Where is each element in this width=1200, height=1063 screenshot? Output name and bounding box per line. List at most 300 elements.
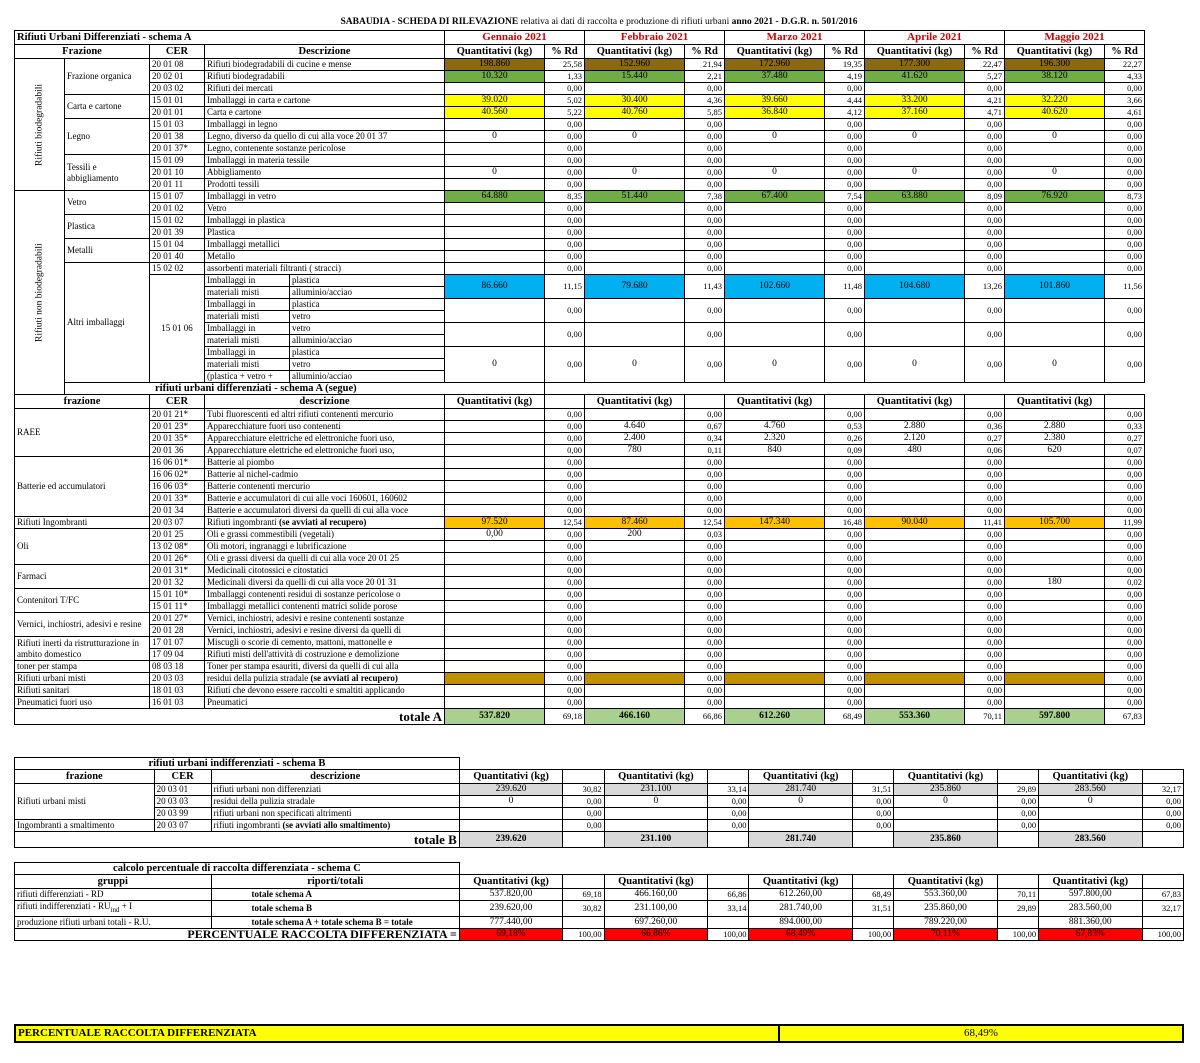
quantity-cell: 101.860 [1005,275,1105,299]
total-row [15,709,1184,725]
quantity-cell: 283.560 [1039,784,1142,796]
quantity-cell [585,601,685,613]
rd-percent-cell: 0,00 [545,299,585,323]
quantity-cell [585,119,685,131]
descrizione: Vetro [205,203,445,215]
quantity-cell [445,649,545,661]
quantity-cell [725,589,825,601]
quantity-cell [865,203,965,215]
header-row [15,383,1184,395]
rd-percent-cell: 0,00 [825,215,865,227]
rd-percent-cell: 0,00 [685,469,725,481]
rd-percent-cell: 0,00 [1105,131,1145,143]
quantity-cell [445,565,545,577]
rd-percent-cell: 0,03 [685,529,725,541]
rd-percent-cell: 0,00 [825,457,865,469]
rd-percent-cell: 0,00 [1105,83,1145,95]
quantity-cell [585,637,685,649]
frazione-label: Rifiuti inerti da ristrutturazione in ambito domestico [15,637,150,661]
rd-percent-cell: 0,00 [1105,227,1145,239]
rd-percent-cell: 67,83 [1142,889,1183,901]
quantity-cell: 0 [725,347,825,383]
rd-percent-cell: 0,00 [965,119,1005,131]
quantity-cell: 105.700 [1005,517,1105,529]
table-row [15,901,1184,917]
quantity-cell [725,119,825,131]
schema-b-title: rifiuti urbani indifferenziati - schema B [15,758,460,770]
empty-cell [708,875,749,889]
quantity-cell: 789.220,00 [894,916,997,928]
quantity-cell [1005,589,1105,601]
quantity-cell: 2.380 [1005,433,1105,445]
rd-percent-cell: 0,00 [1105,299,1145,323]
cer-code: 20 01 08 [150,59,205,71]
rd-percent-cell: 31,51 [852,901,893,917]
cer-code: 20 01 38 [150,131,205,143]
rd-percent-cell: 0,00 [545,215,585,227]
quantity-cell [1005,553,1105,565]
misti-label [205,323,445,347]
rd-percent-cell: 0,00 [1105,215,1145,227]
quantity-cell [865,505,965,517]
quantity-cell [1005,239,1105,251]
rd-percent-cell: 0,00 [965,215,1005,227]
quantity-cell: 87.460 [585,517,685,529]
rd-percent-cell: 0,27 [965,433,1005,445]
empty-cell [563,863,604,875]
rd-percent-cell: 4,33 [1105,71,1145,83]
quantity-cell [725,661,825,673]
quantity-cell [865,469,965,481]
rd-percent-cell: 0,00 [965,613,1005,625]
quantity-cell [1005,565,1105,577]
cer-code: 20 02 01 [150,71,205,83]
quantity-cell [585,263,685,275]
quantity-cell: 198.860 [445,59,545,71]
col-cer: CER [150,395,205,409]
quantity-cell: 281.740,00 [749,901,852,917]
quantity-cell: 40.560 [445,107,545,119]
rd-percent-cell: 0,00 [545,227,585,239]
rd-percent-cell: 0,00 [965,565,1005,577]
rd-percent-cell: 0,00 [545,613,585,625]
cer-code: 20 01 26* [150,553,205,565]
quantity-cell [585,299,685,323]
cer-code: 20 01 28 [150,625,205,637]
quantity-cell [725,179,825,191]
rd-percent-cell: 0,00 [965,649,1005,661]
quantity-cell [725,565,825,577]
frazione-label: Metalli [65,239,150,263]
total-quantity: 612.260 [725,709,825,725]
empty-cell [459,758,562,770]
quantity-cell: 231.100,00 [604,901,707,917]
quantity-cell: 235.860,00 [894,901,997,917]
quantity-cell: 777.440,00 [459,916,562,928]
quantity-cell [1005,661,1105,673]
rd-percent-cell: 0,00 [545,553,585,565]
empty-cell [563,758,604,770]
rd-percent-cell: 0,00 [545,505,585,517]
misti-inner-row [205,371,444,383]
quantity-cell [604,808,707,820]
quantity-cell [585,649,685,661]
rd-percent-cell: 0,00 [825,685,865,697]
table-row [15,505,1184,517]
quantity-cell [445,143,545,155]
table-row [15,59,1184,71]
quantity-cell: 0 [749,796,852,808]
rd-percent-cell: 0,00 [965,131,1005,143]
rd-percent-cell: 0,00 [685,215,725,227]
quantity-cell: 0 [445,167,545,179]
cer-code: 20 03 07 [154,820,211,832]
col-quantitativi: Quantitativi (kg) [894,875,997,889]
quantity-cell [725,239,825,251]
rd-percent-cell: 0,00 [825,131,865,143]
quantity-cell: 0 [865,131,965,143]
quantity-cell [725,323,825,347]
frazione-label: toner per stampa [15,661,150,673]
table-row [15,820,1184,832]
descrizione: rifiuti urbani non specificati altrimenti [211,808,459,820]
rd-percent-cell: 0,00 [1105,553,1145,565]
quantity-cell [865,155,965,167]
quantity-cell: 620 [1005,445,1105,457]
quantity-cell [725,553,825,565]
quantity-cell [725,601,825,613]
quantity-cell: 177.300 [865,59,965,71]
rd-percent-cell: 0,00 [685,179,725,191]
col-rd: % Rd [545,45,585,59]
quantity-cell: 67.400 [725,191,825,203]
misti-material: vetro [290,323,445,335]
rd-percent-cell: 0,00 [965,299,1005,323]
descrizione: Pneumatici [205,697,445,709]
rd-percent-cell: 70,11 [997,889,1038,901]
misti-text: materiali misti [205,359,290,371]
quantity-cell [1005,83,1105,95]
rd-percent-cell: 0,00 [965,505,1005,517]
descrizione: Batterie e accumulatori diversi da quelli di cui alla voce [205,505,445,517]
col-quantitativi: Quantitativi (kg) [725,395,825,409]
misti-inner-row [205,287,444,299]
rd-percent-cell: 0,00 [997,808,1038,820]
table-row [15,589,1184,601]
cer-code: 20 01 02 [150,203,205,215]
rd-percent-cell: 0,00 [965,227,1005,239]
group-non-biodegradabili: Rifiuti non biodegradabili [15,191,65,395]
table-row [15,565,1184,577]
misti-material: vetro [290,359,445,371]
month-header: Aprile 2021 [865,31,1005,45]
pct-row [15,928,1184,940]
total-quantity: 537.820 [445,709,545,725]
col-quantitativi: Quantitativi (kg) [865,45,965,59]
frazione-label: Farmaci [15,565,150,589]
descrizione [205,517,445,529]
quantity-cell: 40.620 [1005,107,1105,119]
quantity-cell: 196.300 [1005,59,1105,71]
descrizione-text: residui della pulizia stradale [207,673,311,683]
quantity-cell [749,808,852,820]
frazione-label: Legno [65,119,150,155]
rd-percent-cell: 0,00 [685,685,725,697]
rd-percent-cell: 0,00 [825,541,865,553]
rd-percent-cell: 0,00 [1105,263,1145,275]
rd-percent-cell: 0,00 [965,83,1005,95]
rd-percent-cell: 0,00 [545,409,585,421]
rd-percent-cell: 0,00 [997,796,1038,808]
pct-value: 66,86% [604,928,707,940]
rd-percent-cell: 0,00 [1142,820,1183,832]
pct-value: 67,83% [1039,928,1142,940]
rd-percent-cell: 2,21 [685,71,725,83]
quantity-cell [585,589,685,601]
rd-percent-cell: 0,00 [825,167,865,179]
rd-percent-cell: 0,00 [1105,493,1145,505]
quantity-cell [585,143,685,155]
cer-code: 15 01 10* [150,589,205,601]
quantity-cell: 30.400 [585,95,685,107]
quantity-cell: 200 [585,529,685,541]
col-quantitativi: Quantitativi (kg) [1005,45,1105,59]
quantity-cell [725,251,825,263]
quantity-cell [445,445,545,457]
descrizione: Legno, diverso da quello di cui alla voce 20 01 37 [205,131,445,143]
col-quantitativi: Quantitativi (kg) [749,875,852,889]
rd-percent-cell: 0,00 [1105,179,1145,191]
rd-percent-cell: 0,00 [685,613,725,625]
cer-code: 15 01 01 [150,95,205,107]
table-row [15,239,1184,251]
rd-percent-cell: 0,00 [563,808,604,820]
rd-percent-cell: 0,00 [965,323,1005,347]
quantity-cell [1005,505,1105,517]
rd-percent-cell: 3,66 [1105,95,1145,107]
quantity-cell: 63.880 [865,191,965,203]
frazione-label: Plastica [65,215,150,239]
quantity-cell [865,493,965,505]
empty-cell [894,758,997,770]
month-header: Marzo 2021 [725,31,865,45]
rd-percent-cell: 0,00 [685,553,725,565]
misti-inner-row [205,335,444,347]
cer-code: 20 03 99 [154,808,211,820]
rd-percent-cell: 0,00 [965,179,1005,191]
rd-percent-cell: 0,00 [685,493,725,505]
misti-inner-row [205,299,444,311]
descrizione: Legno, contenente sostanze pericolose [205,143,445,155]
table-row [15,469,1184,481]
month-header: Maggio 2021 [1005,31,1145,45]
quantity-cell [725,529,825,541]
rd-percent-cell: 5,85 [685,107,725,119]
col-frazione: frazione [15,770,155,784]
rd-percent-cell: 0,00 [825,661,865,673]
table-row [15,203,1184,215]
table-row [15,251,1184,263]
descrizione: Vernici, inchiostri, adesivi e resine contenenti sostanze [205,613,445,625]
empty-cell [708,832,749,848]
rd-percent-cell: 12,54 [545,517,585,529]
misti-material: plastica [290,299,445,311]
quantity-cell: 0 [725,131,825,143]
quantity-cell [1005,409,1105,421]
descrizione-text: rifiuti ingombranti [213,820,283,830]
descrizione: Apparecchiature elettriche ed elettroniche fuori uso, [205,433,445,445]
table-row [15,95,1184,107]
col-quantitativi: Quantitativi (kg) [585,45,685,59]
quantity-cell [725,505,825,517]
col-rd: % Rd [825,45,865,59]
rd-percent-cell: 0,00 [1105,541,1145,553]
rd-percent-cell: 8,35 [545,191,585,203]
col-quantitativi: Quantitativi (kg) [1005,395,1105,409]
rd-percent-cell: 0,00 [825,251,865,263]
rd-percent-cell: 0,00 [825,299,865,323]
quantity-cell: 0 [445,347,545,383]
rd-percent-cell: 0,00 [965,637,1005,649]
quantity-cell [1005,251,1105,263]
quantity-cell: 38.120 [1005,71,1105,83]
rd-percent-cell: 0,00 [545,469,585,481]
rd-percent-cell: 0,00 [545,83,585,95]
col-quantitativi: Quantitativi (kg) [749,770,852,784]
rd-percent-cell: 0,00 [1105,409,1145,421]
rd-percent-cell: 0,00 [1105,143,1145,155]
rd-percent-cell: 0,00 [1105,565,1145,577]
rd-percent-cell: 0,00 [685,457,725,469]
rd-percent-cell: 0,00 [545,433,585,445]
descrizione: rifiuti urbani non differenziati [211,784,459,796]
rd-percent-cell: 0,00 [852,808,893,820]
rd-percent-cell: 0,00 [965,625,1005,637]
descrizione: Vernici, inchiostri, adesivi e resine diversi da quelli di [205,625,445,637]
descrizione: Abbigliamento [205,167,445,179]
rd-percent-cell: 0,00 [708,796,749,808]
quantity-cell [445,541,545,553]
rd-percent-cell: 0,00 [825,589,865,601]
quantity-cell [865,673,965,685]
quantity-cell [865,637,965,649]
quantity-cell: 90.040 [865,517,965,529]
quantity-cell [1005,143,1105,155]
quantity-cell [585,251,685,263]
gruppo-label [15,901,212,917]
empty-cell [563,875,604,889]
quantity-cell [725,227,825,239]
rd-percent-cell: 0,00 [825,493,865,505]
total-quantity: 235.860 [894,832,997,848]
descrizione: Imballaggi in carta e cartone [205,95,445,107]
quantity-cell [725,637,825,649]
misti-material: vetro [292,311,311,321]
quantity-cell [725,649,825,661]
rd-percent-cell: 0,00 [965,263,1005,275]
quantity-cell [445,493,545,505]
rd-percent-cell: 0,00 [1105,685,1145,697]
pct-total: 100,00 [708,928,749,940]
misti-text: Imballaggi in [205,323,290,335]
quantity-cell [865,263,965,275]
rd-percent-cell: 0,00 [545,323,585,347]
descrizione: residui della pulizia stradale [211,796,459,808]
cer-code: 20 01 35* [150,433,205,445]
empty-cell [708,770,749,784]
rd-percent-cell: 0,00 [1105,613,1145,625]
rd-percent-cell: 0,00 [825,347,865,383]
quantity-cell [865,457,965,469]
empty-cell [852,875,893,889]
quantity-cell [1005,613,1105,625]
quantity-cell [725,263,825,275]
quantity-cell [865,541,965,553]
quantity-cell [725,541,825,553]
title-place: SABAUDIA - SCHEDA DI RILEVAZIONE [340,17,519,27]
descrizione: Oli e grassi diversi da quelli di cui alla voce 20 01 25 [205,553,445,565]
rd-percent-cell: 0,00 [1105,601,1145,613]
misti-text: (plastica + vetro + [205,371,290,383]
rd-percent-cell: 0,34 [685,433,725,445]
empty-cell [1142,770,1183,784]
quantity-cell [445,613,545,625]
rd-percent-cell: 0,00 [685,203,725,215]
descrizione: Rifiuti biodegradabili [205,71,445,83]
table-row [15,577,1184,589]
quantity-cell: 33.200 [865,95,965,107]
cer-code: 20 03 07 [150,517,205,529]
quantity-cell [725,493,825,505]
table-row [15,83,1184,95]
quantity-cell [445,505,545,517]
quantity-cell [445,589,545,601]
title-year: anno 2021 - D.G.R. n. 501/2016 [731,17,858,27]
empty-cell [852,863,893,875]
rd-percent-cell: 0,00 [825,203,865,215]
rd-percent-cell: 0,00 [685,649,725,661]
rd-percent-cell: 0,00 [852,796,893,808]
quantity-cell [865,613,965,625]
rd-percent-cell: 0,00 [825,239,865,251]
rd-percent-cell: 0,00 [825,83,865,95]
quantity-cell [604,820,707,832]
quantity-cell: 2.880 [865,421,965,433]
descrizione: Imballaggi in legno [205,119,445,131]
descrizione: Apparecchiature fuori uso contenenti [205,421,445,433]
descrizione: Batterie contenenti mercurio [205,481,445,493]
rd-percent-cell: 0,00 [685,697,725,709]
quantity-cell [445,481,545,493]
quantity-cell: 281.740 [749,784,852,796]
quantity-cell: 86.660 [445,275,545,299]
quantity-cell [585,625,685,637]
pct-total: 100,00 [997,928,1038,940]
quantity-cell [445,215,545,227]
table-row [15,541,1184,553]
total-quantity: 281.740 [749,832,852,848]
quantity-cell: 10.320 [445,71,545,83]
empty-cell [1145,383,1184,395]
rd-percent-cell: 0,00 [545,697,585,709]
rd-percent-cell [997,916,1038,928]
quantity-cell [1039,820,1142,832]
cer-code: 15 01 11* [150,601,205,613]
rd-percent-cell: 0,00 [965,347,1005,383]
rd-percent-cell: 0,00 [1105,155,1145,167]
header-row [15,45,1184,59]
empty-cell [604,863,707,875]
